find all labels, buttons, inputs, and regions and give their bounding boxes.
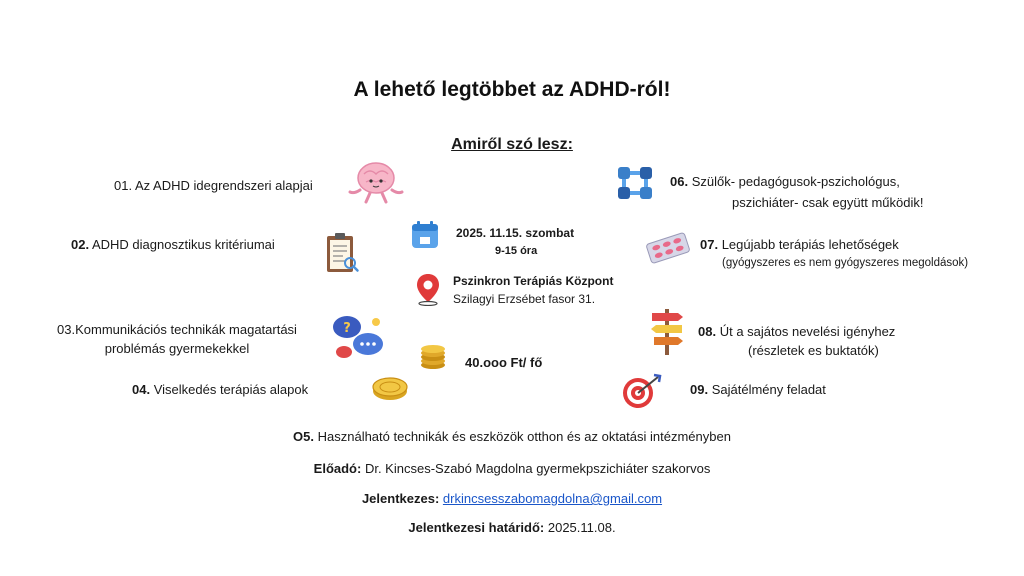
target-icon (620, 373, 662, 416)
deadline-value: 2025.11.08. (547, 520, 616, 535)
topic-07-line2: (gyógyszeres es nem gyógyszeres megoldások) (722, 257, 969, 269)
presenter-line (0, 461, 1024, 476)
topic-text: Az ADHD idegrendszeri alapjai (134, 178, 313, 193)
topic-text: Kommunikációs technikák magatartási (75, 322, 297, 337)
presenter-label: Előadó: (313, 461, 362, 476)
topic-02 (71, 235, 275, 254)
calendar-icon (410, 220, 440, 255)
location-pin-icon (414, 272, 442, 311)
topic-05 (0, 429, 1024, 444)
topic-01 (114, 176, 313, 195)
event-venue: Pszinkron Terápiás Központ (453, 274, 614, 288)
topic-number: 06. (670, 174, 689, 189)
coin-stack-icon (418, 344, 448, 375)
topic-text: Viselkedés terápiás alapok (153, 382, 309, 397)
topic-number: 02. (71, 237, 90, 252)
event-date: 2025. 11.15. szombat (456, 226, 575, 240)
chat-bubbles-icon (330, 312, 386, 367)
topic-08 (698, 322, 895, 341)
event-time: 9-15 óra (495, 245, 538, 257)
topic-06 (670, 172, 900, 191)
registration-label: Jelentkezes: (361, 491, 440, 506)
topic-text: Használható technikák és eszközök otthon és az oktatási intézményben (317, 429, 731, 444)
topic-number: 04. (132, 382, 151, 397)
topic-text: Út a sajátos nevelési igényhez (719, 324, 896, 339)
topic-text-line2: problémás gyermekekkel (104, 341, 250, 356)
topic-06-line2: pszichiáter- csak együtt működik! (732, 195, 924, 210)
registration-email-link[interactable]: drkincsesszabomagdolna@gmail.com (442, 491, 663, 506)
topic-03 (32, 320, 322, 358)
topic-text: Sajátélmény feladat (711, 382, 826, 397)
topic-number: 03. (57, 322, 76, 337)
registration-line (0, 491, 1024, 506)
event-price: 40.ooo Ft/ fő (465, 355, 543, 370)
page-subtitle: Amiről szó lesz: (451, 136, 573, 153)
topic-04 (132, 380, 308, 399)
topic-09 (690, 380, 826, 399)
topic-07 (700, 235, 899, 254)
topic-number: 07. (700, 237, 719, 252)
hands-icon (614, 163, 656, 208)
presenter-name: Dr. Kincses-Szabó Magdolna gyermekpszichiáter szakorvos (364, 461, 711, 476)
brain-icon (346, 160, 406, 209)
topic-number: 01. (114, 178, 133, 193)
signpost-icon (648, 307, 686, 362)
topic-number: 08. (698, 324, 717, 339)
topic-text: Legújabb terápiás lehetőségek (721, 237, 899, 252)
deadline-label: Jelentkezesi határidő: (408, 520, 545, 535)
page-title: A lehető legtöbbet az ADHD-ról! (353, 78, 671, 101)
deadline-line (0, 520, 1024, 535)
clipboard-icon (324, 231, 360, 280)
coins-icon (370, 373, 410, 408)
svg-text:?: ? (343, 321, 351, 336)
pills-icon (644, 230, 692, 271)
topic-08-line2: (részletek es buktatók) (748, 343, 879, 358)
topic-text: Szülők- pedagógusok-pszichológus, (691, 174, 900, 189)
event-address: Szilagyi Erzsébet fasor 31. (453, 292, 596, 306)
topic-number: O5. (293, 429, 314, 444)
topic-number: 09. (690, 382, 709, 397)
topic-text: ADHD diagnosztikus kritériumai (91, 237, 275, 252)
